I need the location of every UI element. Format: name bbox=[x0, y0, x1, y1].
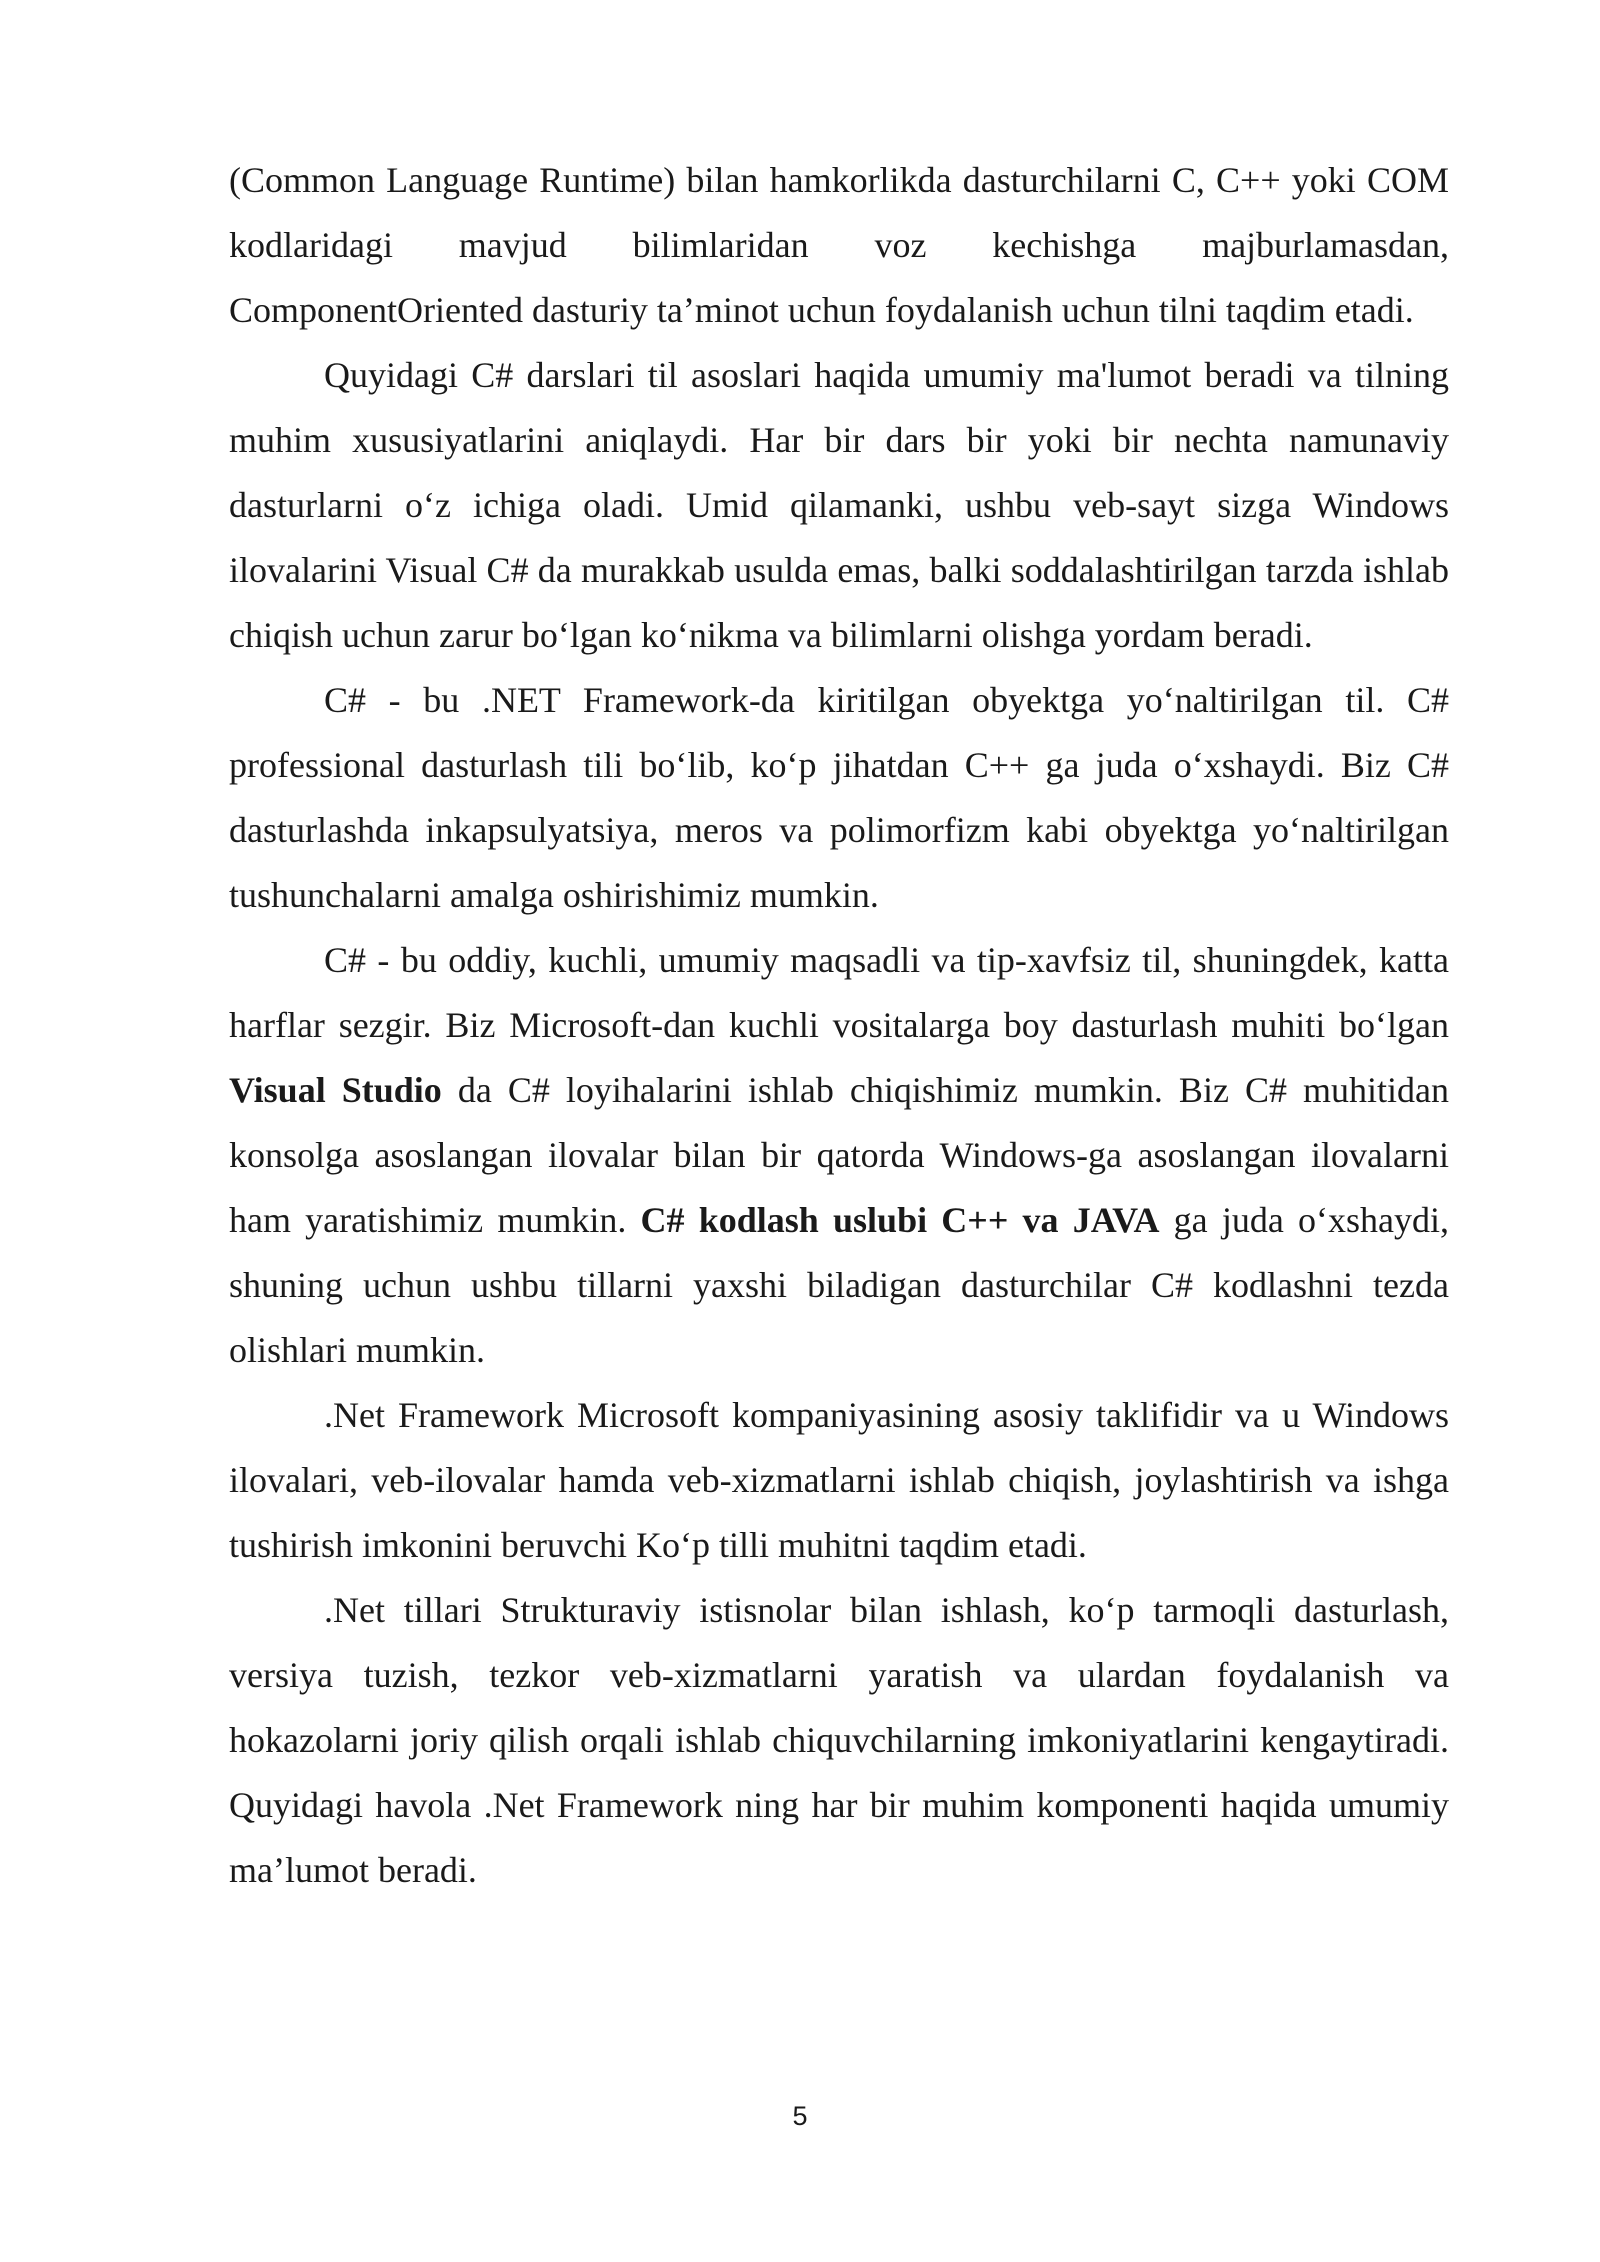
paragraph-csharp-features bbox=[229, 928, 1449, 1383]
body-text bbox=[229, 148, 1449, 1903]
paragraph-net-languages: .Net tillari Strukturaviy istisnolar bilan ishlash, ko‘p tarmoqli dasturlash, versiya tuzish, tezkor veb-xizmatlarni yaratish va ulardan foydalanish va hokazolarni joriy qilish orqali ishlab chiquvchilarning imkoniyatlarini kengaytiradi. Quyidagi havola .Net Framework ning har bir muhim komponenti haqida umumiy ma’lumot beradi. bbox=[229, 1590, 1449, 1890]
text-segment: ga juda o‘xshaydi, shuning uchun ushbu tillarni yaxshi biladigan dasturchilar C# kodlashni tezda olishlari mumkin. bbox=[229, 1200, 1449, 1370]
text-segment: da C# loyihalarini ishlab chiqishimiz mumkin. Biz C# muhitidan konsolga asoslangan ilovalar bilan bir qatorda Windows-ga asoslangan ilovalarni ham yaratishimiz mumkin. bbox=[229, 1070, 1449, 1240]
paragraph-csharp-lessons: Quyidagi C# darslari til asoslari haqida umumiy ma'lumot beradi va tilning muhim xususiyatlarini aniqlaydi. Har bir dars bir yoki bir nechta namunaviy dasturlarni o‘z ichiga oladi. Umid qilamanki, ushbu veb-sayt sizga Windows ilovalarini Visual C# da murakkab usulda emas, balki soddalashtirilgan tarzda ishlab chiqish uchun zarur bo‘lgan ko‘nikma va bilimlarni olishga yordam beradi. bbox=[229, 355, 1449, 655]
bold-coding-style: C# kodlash uslubi C++ va JAVA bbox=[640, 1200, 1160, 1240]
page-number: 5 bbox=[792, 2101, 808, 2131]
paragraph-net-framework: .Net Framework Microsoft kompaniyasining asosiy taklifidir va u Windows ilovalari, veb-ilovalar hamda veb-xizmatlarni ishlab chiqish, joylashtirish va ishga tushirish imkonini beruvchi Ko‘p tilli muhitni taqdim etadi. bbox=[229, 1395, 1449, 1565]
paragraph-csharp-definition: C# - bu .NET Framework-da kiritilgan obyektga yo‘naltirilgan til. C# professional dasturlash tili bo‘lib, ko‘p jihatdan C++ ga juda o‘xshaydi. Biz C# dasturlashda inkapsulyatsiya, meros va polimorfizm kabi obyektga yo‘naltirilgan tushunchalarni amalga oshirishimiz mumkin. bbox=[229, 680, 1449, 915]
text-segment: C# - bu oddiy, kuchli, umumiy maqsadli va tip-xavfsiz til, shuningdek, katta harflar sezgir. Biz Microsoft-dan kuchli vositalarga boy dasturlash muhiti bo‘lgan bbox=[229, 940, 1449, 1045]
paragraph-continuation: (Common Language Runtime) bilan hamkorlikda dasturchilarni C, C++ yoki COM kodlaridagi mavjud bilimlaridan voz kechishga majburlamasdan, ComponentOriented dasturiy ta’minot uchun foydalanish uchun tilni taqdim etadi. bbox=[229, 160, 1449, 330]
bold-visual-studio: Visual Studio bbox=[229, 1070, 442, 1110]
